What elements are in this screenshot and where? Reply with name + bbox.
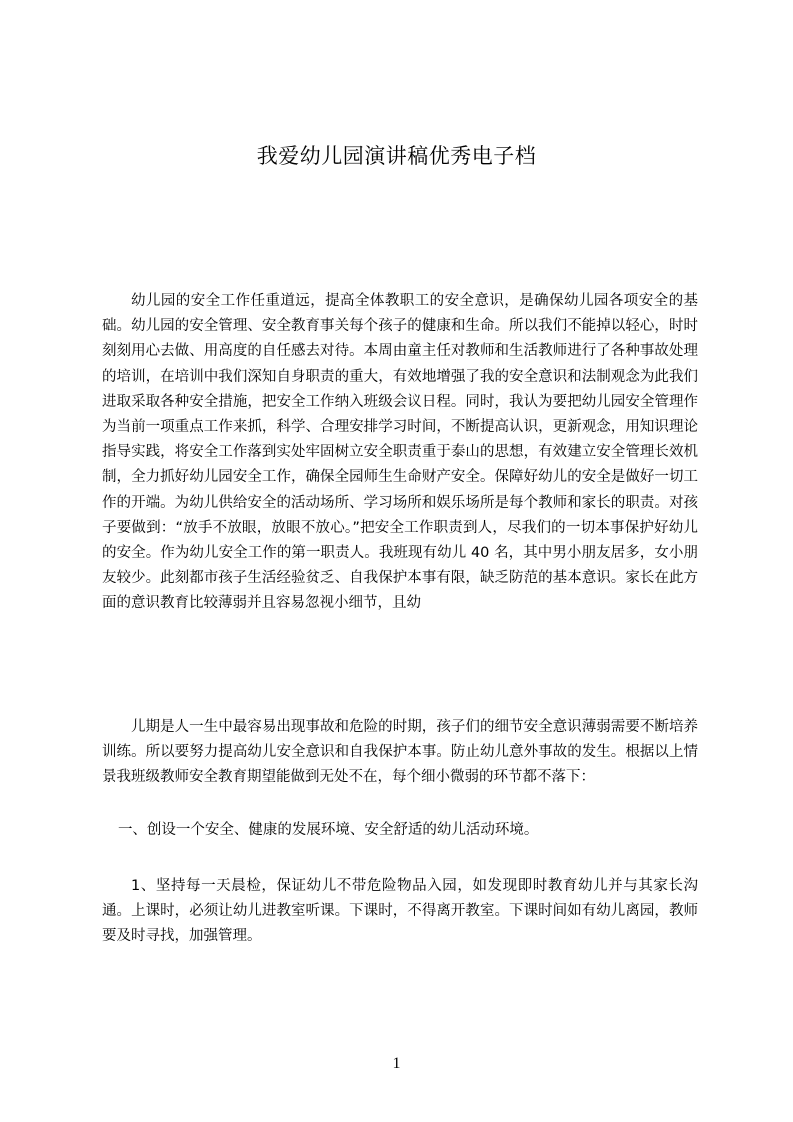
paragraph-safety-overview: 幼儿园的安全工作任重道远，提高全体教职工的安全意识，是确保幼儿园各项安全的基础。幼儿园的安全管理、安全教育事关每个孩子的健康和生命。所以我们不能掉以轻心，时时刻刻用心去做、用高度的自任感去对待。本周由童主任对教师和生活教师进行了各种事故处理的培训，在培训中我们深知自身职责的重大，有效地增强了我的安全意识和法制观念为此我们进取采取各种安全措施，把安全工作纳入班级会议日程。同时，我认为要把幼儿园安全管理作为当前一项重点工作来抓，科学、合理安排学习时间，不断提高认识，更新观念，用知识理论指导实践，将安全工作落到实处牢固树立安全职责重于泰山的思想，有效建立安全管理长效机制，全力抓好幼儿园安全工作，确保全园师生生命财产安全。保障好幼儿的安全是做好一切工作的开端。为幼儿供给安全的活动场所、学习场所和娱乐场所是每个教师和家长的职责。对孩子要做到：“放手不放眼，放眼不放心。”把安全工作职责到人，尽我们的一切本事保护好幼儿的安全。作为幼儿安全工作的第一职责人。我班现有幼儿 40 名，其中男小朋友居多，女小朋友较少。此刻都市孩子生活经验贫乏、自我保护本事有限，缺乏防范的基本意识。家长在此方面的意识教育比较薄弱并且容易忽视小细节，且幼 — [102, 293, 698, 612]
page-number: 1 — [392, 1055, 401, 1072]
section-heading-environment: 一、创设一个安全、健康的发展环境、安全舒适的幼儿活动环境。 — [117, 822, 539, 838]
paragraph-morning-check: 1、坚持每一天晨检，保证幼儿不带危险物品入园，如发现即时教育幼儿并与其家长沟通。上课时，必须让幼儿进教室听课。下课时，不得离开教室。下课时间如有幼儿离园，教师要及时寻找，加强管理。 — [102, 878, 698, 945]
paragraph-childhood-risk: 儿期是人一生中最容易出现事故和危险的时期，孩子们的细节安全意识薄弱需要不断培养训练。所以要努力提高幼儿安全意识和自我保护本事。防止幼儿意外事故的发生。根据以上情景我班级教师安全教育期望能做到无处不在，每个细小微弱的环节都不落下： — [102, 719, 698, 786]
document-title: 我爱幼儿园演讲稿优秀电子档 — [256, 144, 537, 168]
